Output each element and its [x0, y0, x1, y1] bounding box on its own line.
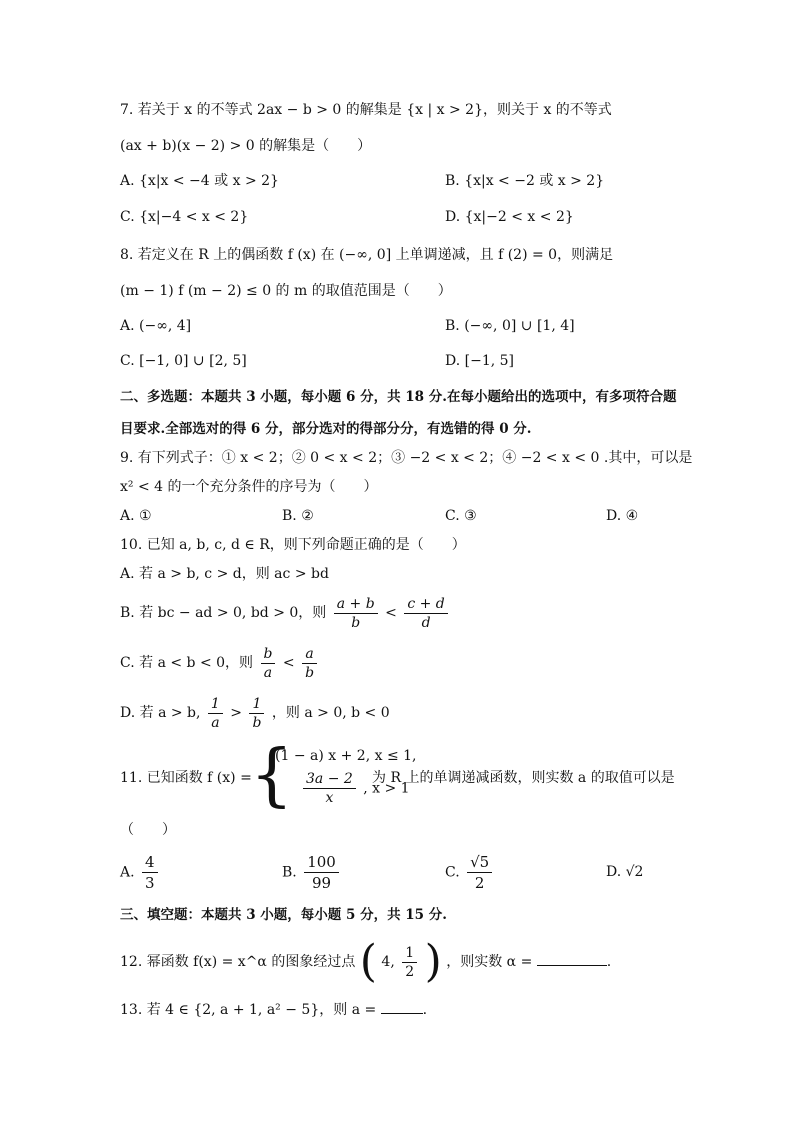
q10-b-denominator-right: d: [421, 614, 431, 631]
q8-option-b[interactable]: B. (−∞, 0] ∪ [1, 4]: [445, 318, 575, 334]
q11-option-a-label: A.: [120, 864, 135, 881]
q10-c-denominator-left: a: [263, 664, 273, 681]
q9-option-c[interactable]: C. ③: [445, 508, 477, 524]
q8-stem-line2: (m − 1) f (m − 2) ≤ 0 的 m 的取值范围是（ ）: [120, 283, 452, 299]
q10-c-relation: <: [282, 655, 295, 671]
q12-stem: 12. 幂函数 f(x) = x^α 的图象经过点 ( 4, $\frac{1}{2}$ ) ，则实数 α = .: [120, 936, 612, 987]
q10-c-fraction-left: [261, 645, 276, 682]
q10-c-numerator-left: b: [261, 645, 276, 664]
q11-option-d[interactable]: [606, 862, 643, 882]
q13-stem: 13. 若 4 ∈ {2, a + 1, a² − 5}，则 a = .: [120, 999, 427, 1020]
q10-b-numerator-right: c + d: [404, 595, 447, 614]
q10-c-denominator-right: b: [305, 664, 315, 681]
q11-option-b-denominator: 99: [311, 874, 332, 892]
q10-c-fraction-right: [302, 645, 317, 682]
q12-suffix: ，则实数 α =: [446, 954, 533, 970]
q12-point-close-paren: ): [424, 936, 442, 987]
q7-option-a[interactable]: A. {x|x < −4 或 x > 2}: [120, 173, 279, 189]
q12-point-y-denominator: 2: [405, 963, 415, 980]
q11-option-b[interactable]: [282, 852, 342, 893]
q10-c-numerator-right: a: [302, 645, 317, 664]
q7-option-c[interactable]: C. {x|−4 < x < 2}: [120, 209, 249, 225]
q9-option-b[interactable]: B. ②: [282, 508, 314, 524]
q11-option-b-fraction: [304, 852, 339, 893]
q12-point-y-numerator: 1: [402, 944, 417, 963]
q12-point-x: 4,: [381, 954, 395, 970]
q13-text: 13. 若 4 ∈ {2, a + 1, a² − 5}，则 a =: [120, 1002, 377, 1018]
q9-stem-line2: x² < 4 的一个充分条件的序号为（ ）: [120, 479, 378, 495]
q10-d-fraction-left: [208, 695, 223, 732]
q8-option-c[interactable]: C. [−1, 0] ∪ [2, 5]: [120, 353, 247, 369]
q11-option-c-numerator: √5: [467, 852, 492, 873]
q11-piecewise-brace: {: [250, 736, 294, 815]
q10-option-d-suffix: ，则 a > 0, b < 0: [271, 705, 390, 721]
q11-case-2-condition: , x > 1: [363, 780, 410, 797]
section-2-heading-line2: 目要求.全部选对的得 6 分，部分选对的得部分分，有选错的得 0 分.: [120, 421, 532, 437]
q7-option-d[interactable]: D. {x|−2 < x < 2}: [445, 209, 574, 225]
q11-case-2-denominator: x: [325, 790, 334, 806]
q10-stem: 10. 已知 a, b, c, d ∈ R，则下列命题正确的是（ ）: [120, 537, 466, 553]
q10-option-a[interactable]: A. 若 a > b, c > d，则 ac > bd: [120, 566, 329, 582]
q11-option-c-label: C.: [445, 864, 460, 881]
q11-option-c[interactable]: [445, 852, 495, 893]
q11-case-2-numerator: 3a − 2: [303, 770, 356, 789]
q10-b-relation: <: [385, 605, 397, 621]
q10-d-numerator-right: 1: [249, 695, 264, 714]
q11-stem-suffix: 为 R 上的单调递减函数，则实数 a 的取值可以是: [372, 770, 675, 786]
q10-option-c-prefix: C. 若 a < b < 0，则: [120, 655, 254, 671]
q11-case-1: (1 − a) x + 2, x ≤ 1,: [275, 748, 417, 764]
q11-option-a-numerator: 4: [142, 852, 158, 873]
q11-option-a[interactable]: [120, 852, 161, 893]
q11-option-a-fraction: [142, 852, 158, 893]
q12-prefix: 12. 幂函数 f(x) = x^α 的图象经过点: [120, 954, 356, 970]
q8-stem-line1: 8. 若定义在 R 上的偶函数 f (x) 在 (−∞, 0] 上单调递减，且 f (2) = 0，则满足: [120, 247, 614, 263]
q11-option-b-label: B.: [282, 864, 297, 881]
section-2-heading-line1: 二、多选题：本题共 3 小题，每小题 6 分，共 18 分.在每小题给出的选项中，有多项符合题: [120, 389, 677, 405]
q10-b-fraction-right: [404, 595, 447, 632]
q10-d-relation: >: [230, 705, 243, 721]
q10-b-denominator-left: b: [351, 614, 361, 631]
q10-d-numerator-left: 1: [208, 695, 223, 714]
q11-prefix: 11. 已知函数 f (x) =: [120, 770, 252, 786]
q12-point-y-fraction: [402, 944, 417, 981]
q8-option-d[interactable]: D. [−1, 5]: [445, 353, 514, 369]
q9-option-a[interactable]: A. ①: [120, 508, 152, 524]
q10-d-denominator-right: b: [252, 714, 262, 731]
q8-option-a[interactable]: A. (−∞, 4]: [120, 318, 192, 334]
q7-option-b[interactable]: B. {x|x < −2 或 x > 2}: [445, 173, 605, 189]
q10-b-fraction-left: [334, 595, 378, 632]
q11-case-2-fraction: [303, 770, 356, 807]
q9-option-d[interactable]: D. ④: [606, 508, 639, 524]
q10-d-denominator-left: a: [211, 714, 220, 731]
q10-option-b[interactable]: [120, 593, 451, 633]
q11-option-d-label: D.: [606, 864, 622, 880]
section-3-heading: 三、填空题：本题共 3 小题，每小题 5 分，共 15 分.: [120, 907, 447, 923]
q13-answer-blank[interactable]: [381, 999, 423, 1014]
q10-option-b-prefix: B. 若 bc − ad > 0, bd > 0，则: [120, 605, 327, 621]
q11-option-c-fraction: [467, 852, 492, 893]
q7-stem-line1: 7. 若关于 x 的不等式 2ax − b > 0 的解集是 {x | x > 2}，则关于 x 的不等式: [120, 102, 612, 118]
q12-point-open-paren: (: [359, 936, 377, 987]
q11-option-d-value: √2: [625, 864, 644, 880]
q11-option-a-denominator: 3: [145, 874, 155, 892]
q10-d-fraction-right: [249, 695, 264, 732]
q12-answer-blank[interactable]: [537, 951, 607, 966]
q11-option-b-numerator: 100: [304, 852, 339, 873]
q7-stem-line2: (ax + b)(x − 2) > 0 的解集是（ ）: [120, 138, 372, 154]
q10-b-numerator-left: a + b: [334, 595, 378, 614]
q10-option-c[interactable]: [120, 643, 320, 683]
q11-answer-paren: （ ）: [120, 822, 176, 838]
q11-option-c-denominator: 2: [474, 874, 485, 892]
q9-stem-line1: 9. 有下列式子：① x < 2；② 0 < x < 2；③ −2 < x < 2；④ −2 < x < 0 .其中，可以是: [120, 450, 693, 466]
q10-option-d-prefix: D. 若 a > b,: [120, 705, 201, 721]
q10-option-d[interactable]: [120, 693, 390, 733]
